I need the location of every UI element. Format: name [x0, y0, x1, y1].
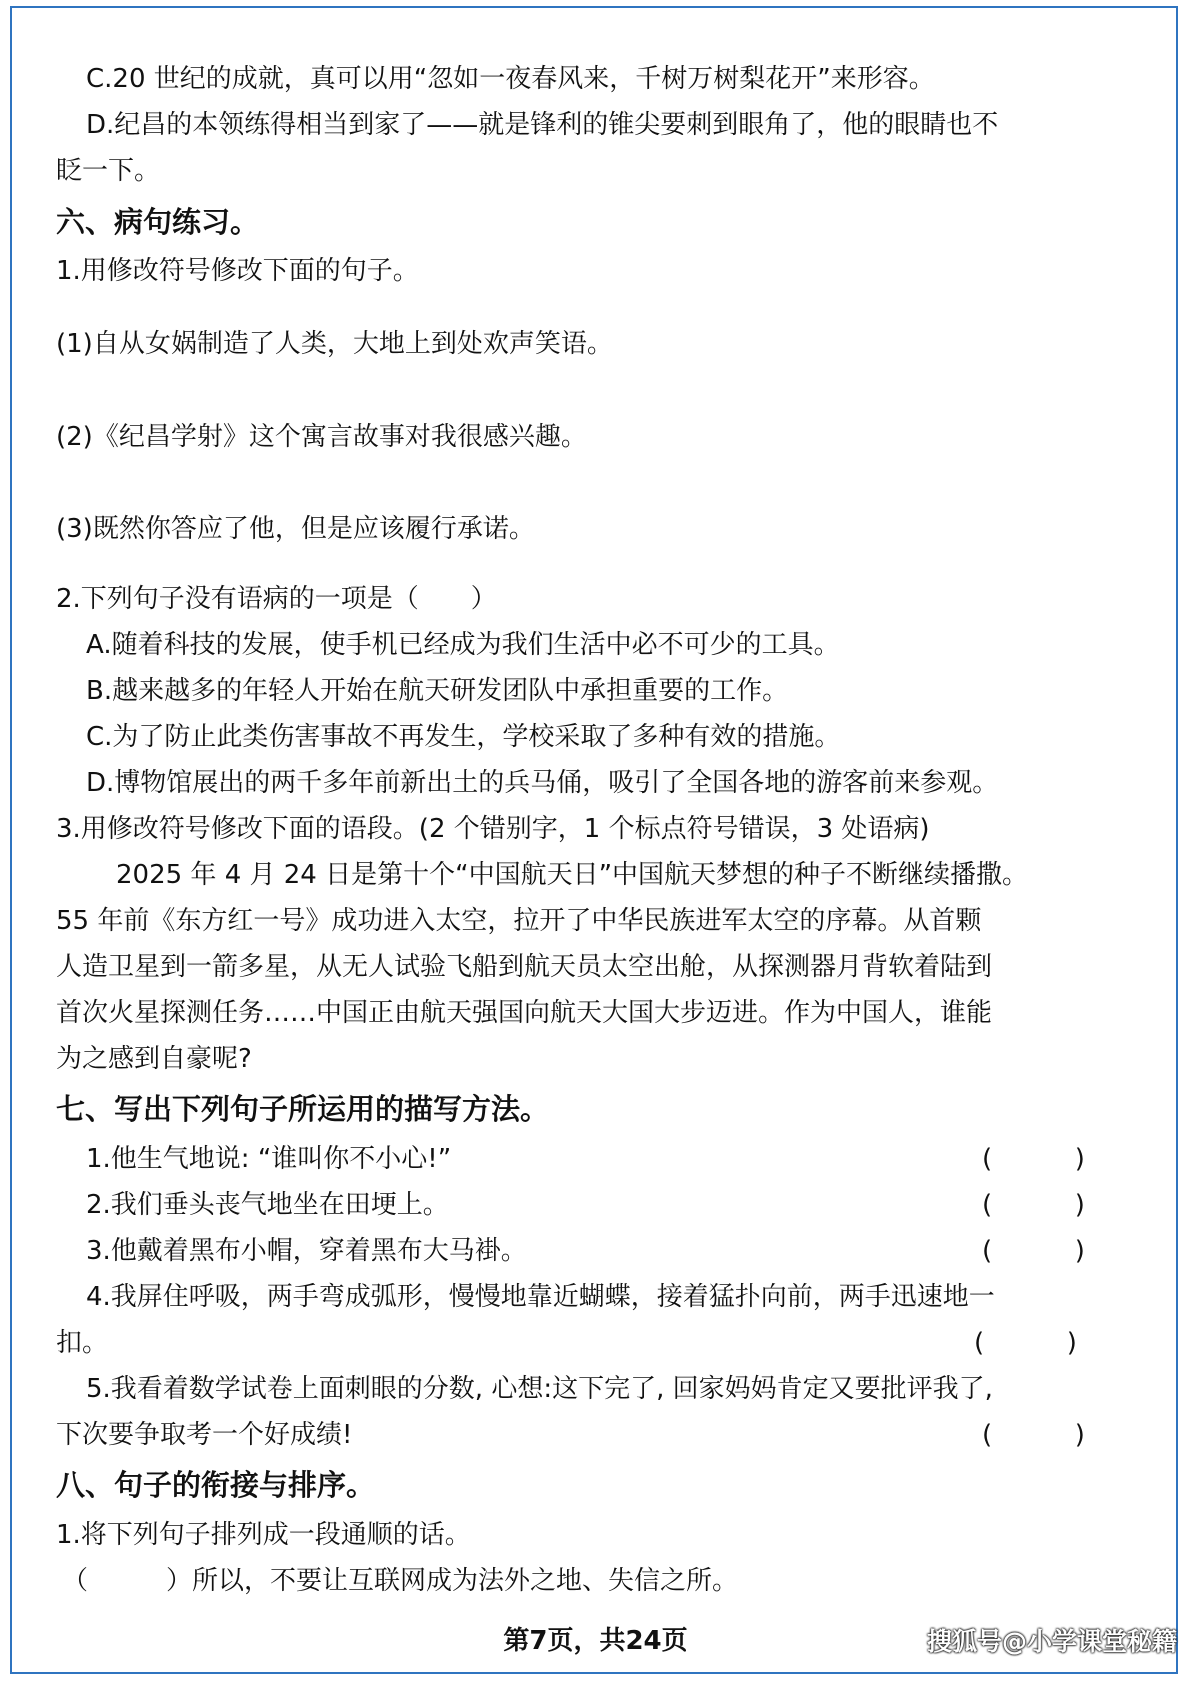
text-line: 3.用修改符号修改下面的语段。(2 个错别字，1 个标点符号错误，3 处语病)	[56, 814, 930, 844]
text-line: (2)《纪昌学射》这个寓言故事对我很感兴趣。	[56, 422, 587, 452]
text-line: 人造卫星到一箭多星，从无人试验飞船到航天员太空出舱，从探测器月背软着陆到	[56, 952, 993, 982]
text-line: 3.他戴着黑布小帽，穿着黑布大马褂。	[86, 1236, 527, 1266]
text-line: 1.将下列句子排列成一段通顺的话。	[56, 1520, 471, 1550]
text-line: C.为了防止此类伤害事故不再发生，学校采取了多种有效的措施。	[86, 722, 841, 752]
section-heading: 七、写出下列句子所运用的描写方法。	[56, 1092, 550, 1126]
text-line: 1.用修改符号修改下面的句子。	[56, 256, 419, 286]
text-line: B.越来越多的年轻人开始在航天研发团队中承担重要的工作。	[86, 676, 789, 706]
text-line: D.博物馆展出的两千多年前新出土的兵马俑，吸引了全国各地的游客前来参观。	[86, 768, 999, 798]
answer-blank[interactable]: ( )	[982, 1144, 1085, 1174]
text-line: 眨一下。	[56, 156, 161, 186]
page-number: 第7页，共24页	[503, 1626, 688, 1656]
text-line: 2.下列句子没有语病的一项是（ ）	[56, 584, 497, 614]
text-line: C.20 世纪的成就，真可以用“忽如一夜春风来，千树万树梨花开”来形容。	[86, 64, 935, 94]
text-line: D.纪昌的本领练得相当到家了——就是锋利的锥尖要刺到眼角了，他的眼睛也不	[86, 110, 999, 140]
text-line: 5.我看着数学试卷上面刺眼的分数, 心想:这下完了, 回家妈妈肯定又要批评我了,	[86, 1374, 993, 1404]
watermark: 搜狐号@小学课堂秘籍	[926, 1627, 1177, 1656]
text-line: 2.我们垂头丧气地坐在田埂上。	[86, 1190, 449, 1220]
section-heading: 八、句子的衔接与排序。	[56, 1468, 376, 1502]
text-line: 2025 年 4 月 24 日是第十个“中国航天日”中国航天梦想的种子不断继续播撒。	[116, 860, 1029, 890]
answer-blank[interactable]: ( )	[982, 1420, 1085, 1450]
text-line: A.随着科技的发展，使手机已经成为我们生活中必不可少的工具。	[86, 630, 840, 660]
answer-blank[interactable]: ( )	[974, 1328, 1077, 1358]
text-line: 55 年前《东方红一号》成功进入太空，拉开了中华民族进军太空的序幕。从首颗	[56, 906, 982, 936]
answer-blank[interactable]: ( )	[982, 1236, 1085, 1266]
text-line: 4.我屏住呼吸，两手弯成弧形，慢慢地靠近蝴蝶，接着猛扑向前，两手迅速地一	[86, 1282, 995, 1312]
text-line: （ ）所以，不要让互联网成为法外之地、失信之所。	[62, 1566, 739, 1596]
text-line: (1)自从女娲制造了人类，大地上到处欢声笑语。	[56, 329, 613, 359]
answer-blank[interactable]: ( )	[982, 1190, 1085, 1220]
text-line: 下次要争取考一个好成绩!	[56, 1420, 353, 1450]
text-line: 为之感到自豪呢?	[56, 1044, 252, 1074]
text-line: (3)既然你答应了他，但是应该履行承诺。	[56, 514, 535, 544]
section-heading: 六、病句练习。	[56, 205, 260, 239]
text-line: 1.他生气地说: “谁叫你不小心!”	[86, 1144, 452, 1174]
text-line: 扣。	[56, 1328, 109, 1358]
text-line: 首次火星探测任务……中国正由航天强国向航天大国大步迈进。作为中国人，谁能	[56, 998, 993, 1028]
